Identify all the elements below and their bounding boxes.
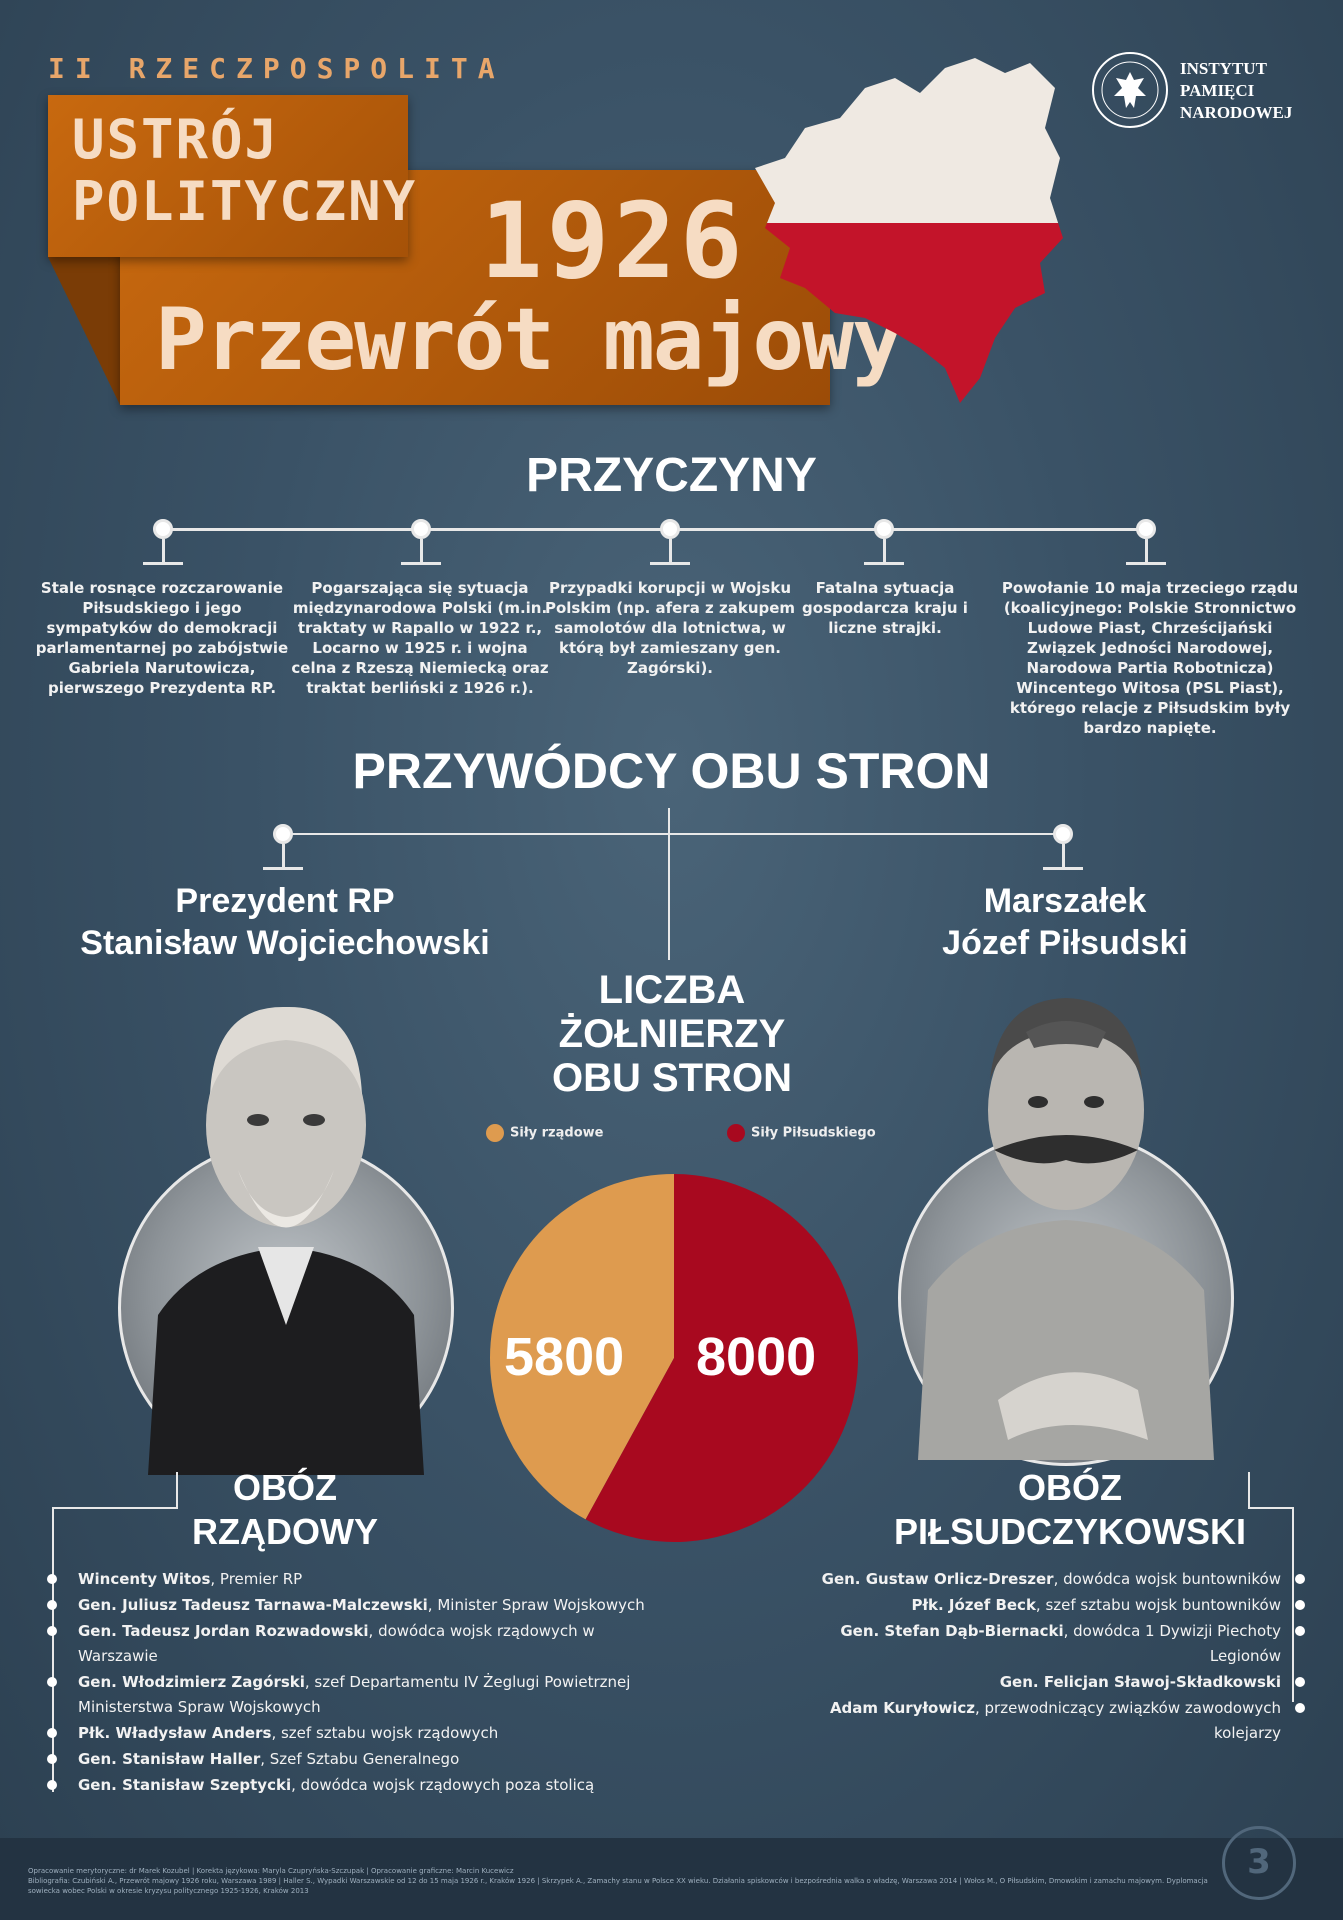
member-role: , przewodniczący związków zawodowych kolejarzy — [974, 1699, 1281, 1742]
leaders-connector — [283, 833, 1063, 835]
timeline-node — [660, 519, 680, 539]
legend-swatch-pilsudski — [727, 1124, 745, 1142]
member-role: , Premier RP — [210, 1570, 303, 1588]
timeline-stem — [162, 539, 165, 563]
list-bullet — [47, 1677, 57, 1687]
pilsudski-camp-title-line1: OBÓZ — [1018, 1467, 1122, 1508]
pie-value-government: 5800 — [504, 1327, 625, 1387]
pilsudski-photo — [898, 970, 1234, 1460]
pilsudski-camp-title — [880, 1466, 1260, 1554]
series-label: II RZECZPOSPOLITA — [48, 52, 505, 85]
member-role: , dowódca wojsk buntowników — [1053, 1570, 1281, 1588]
member-name: Adam Kuryłowicz — [829, 1699, 975, 1717]
list-bullet — [47, 1780, 57, 1790]
cause-item-4: Fatalna sytuacja gospodarcza kraju i liczne strajki. — [802, 579, 968, 637]
pilsudski-members-list — [780, 1567, 1305, 1747]
government-bracket-top — [176, 1472, 178, 1508]
timeline-stem — [883, 539, 886, 563]
leader-left-title: Prezydent RP — [175, 882, 395, 920]
soldiers-title-line2: ŻOŁNIERZY — [558, 1012, 786, 1056]
soldiers-title-line3: OBU STRON — [552, 1056, 792, 1100]
leaders-heading: PRZYWÓDCY OBU STRON — [352, 743, 991, 799]
legend-swatch-government — [486, 1124, 504, 1142]
timeline-stem — [669, 539, 672, 563]
topic-line1: USTRÓJ — [72, 108, 280, 171]
camp-member — [40, 1721, 660, 1746]
list-bullet — [47, 1754, 57, 1764]
government-members-list — [40, 1567, 660, 1799]
leader-right-name — [860, 880, 1270, 964]
member-role: , szef sztabu wojsk buntowników — [1035, 1596, 1281, 1614]
camp-member — [780, 1696, 1305, 1746]
list-bullet — [47, 1600, 57, 1610]
leader-right-person: Józef Piłsudski — [942, 924, 1188, 962]
leader-left-name — [20, 880, 550, 964]
timeline-foot — [864, 562, 904, 565]
timeline-node — [411, 519, 431, 539]
legend-item-government — [486, 1124, 603, 1142]
event-title: Przewrót majowy — [155, 290, 902, 390]
member-role: , dowódca wojsk rządowych w Warszawie — [78, 1622, 595, 1665]
leader-left-person: Stanisław Wojciechowski — [80, 924, 490, 962]
timeline-stem — [420, 539, 423, 563]
banner-shadow — [48, 257, 120, 405]
legend-item-pilsudski — [727, 1124, 876, 1142]
member-name: Płk. Władysław Anders — [78, 1724, 272, 1742]
member-role: , szef Departamentu IV Żeglugi Powietrznej Ministerstwa Spraw Wojskowych — [78, 1673, 631, 1716]
institution-name — [1180, 58, 1292, 124]
pilsudski-bracket-h — [1248, 1507, 1294, 1509]
list-bullet — [47, 1574, 57, 1584]
page-number: 3 — [1222, 1826, 1296, 1900]
member-role: , szef sztabu wojsk rządowych — [271, 1724, 499, 1742]
timeline-stem — [1145, 539, 1148, 563]
camp-member — [780, 1593, 1305, 1618]
timeline-foot — [650, 562, 690, 565]
member-role: , Minister Spraw Wojskowych — [427, 1596, 645, 1614]
soldiers-heading — [472, 968, 872, 1100]
footer-credits: Opracowanie merytoryczne: dr Marek Kozubel | Korekta językowa: Maryla Czupryńska-Szczupak | Opracowanie graficzne: Marcin Kucewicz — [28, 1867, 514, 1875]
list-bullet — [1295, 1574, 1305, 1584]
member-name: Gen. Juliusz Tadeusz Tarnawa-Malczewski — [78, 1596, 428, 1614]
list-bullet — [1295, 1703, 1305, 1713]
pilsudski-bracket-top — [1248, 1472, 1250, 1508]
camp-member — [40, 1567, 660, 1592]
leader-stem — [282, 844, 285, 868]
camp-member — [40, 1593, 660, 1618]
cause-item-3: Przypadki korupcji w Wojsku Polskim (np. afera z zakupem samolotów dla lotnictwa, w którą był zamieszany gen. Zagórski). — [544, 579, 796, 677]
member-name: Gen. Felicjan Sławoj-Składkowski — [999, 1673, 1281, 1691]
member-name: Wincenty Witos — [78, 1570, 211, 1588]
member-role: , Szef Sztabu Generalnego — [260, 1750, 460, 1768]
government-bracket-h — [52, 1507, 178, 1509]
member-name: Gen. Włodzimierz Zagórski — [78, 1673, 305, 1691]
leader-node — [1053, 824, 1073, 844]
member-name: Płk. Józef Beck — [911, 1596, 1036, 1614]
member-name: Gen. Gustaw Orlicz-Dreszer — [821, 1570, 1054, 1588]
leader-foot — [263, 867, 303, 870]
legend-label-government: Siły rządowe — [510, 1125, 604, 1141]
camp-member — [40, 1670, 660, 1720]
government-camp-title-line2: RZĄDOWY — [192, 1511, 378, 1552]
pie-value-pilsudski: 8000 — [696, 1327, 817, 1387]
leaders-center-line — [668, 808, 670, 960]
camp-member — [780, 1619, 1305, 1669]
timeline-node — [874, 519, 894, 539]
causes-timeline — [163, 528, 1146, 531]
timeline-foot — [401, 562, 441, 565]
member-role: , dowódca wojsk rządowych poza stolicą — [291, 1776, 595, 1794]
ipn-eagle-seal-icon — [1090, 50, 1170, 130]
member-name: Gen. Stefan Dąb-Biernacki — [840, 1622, 1064, 1640]
wojciechowski-photo — [118, 985, 454, 1475]
event-year: 1926 — [480, 180, 747, 302]
camp-member — [40, 1619, 660, 1669]
government-camp-title — [150, 1466, 420, 1554]
timeline-node — [1136, 519, 1156, 539]
pilsudski-camp-title-line2: PIŁSUDCZYKOWSKI — [893, 1511, 1246, 1552]
list-bullet — [1295, 1600, 1305, 1610]
institution-line2: PAMIĘCI — [1180, 81, 1255, 100]
footer-bibliography: Bibliografia: Czubiński A., Przewrót majowy 1926 roku, Warszawa 1989 | Haller S., Wypadki Warszawskie od 12 do 15 maja 1926 r., Kraków 1926 | Skrzypek A., Zamachy stanu w Polsce XX wieku. Działania spiskowców i bezpośrednia walka o władzę, Warszawa 2014 | Wołos M., O Piłsudskim, Dmowskim i zamachu majowym. Dyplomacja sowiecka wobec Polski w okresie kryzysu politycznego 1925-1926, Kraków 2013 — [28, 1877, 1208, 1895]
timeline-foot — [143, 562, 183, 565]
institution-line3: NARODOWEJ — [1180, 103, 1293, 122]
member-name: Gen. Stanisław Haller — [78, 1750, 261, 1768]
poland-flag-map — [745, 48, 1075, 408]
member-name: Gen. Stanisław Szeptycki — [78, 1776, 292, 1794]
leader-foot — [1043, 867, 1083, 870]
list-bullet — [1295, 1626, 1305, 1636]
list-bullet — [47, 1626, 57, 1636]
legend-label-pilsudski: Siły Piłsudskiego — [751, 1125, 876, 1141]
camp-member — [780, 1670, 1305, 1695]
causes-heading: PRZYCZYNY — [526, 449, 817, 502]
list-bullet — [1295, 1677, 1305, 1687]
soldiers-title-line1: LICZBA — [598, 968, 746, 1012]
institution-line1: INSTYTUT — [1180, 59, 1267, 78]
member-role: , dowódca 1 Dywizji Piechoty Legionów — [1063, 1622, 1281, 1665]
camp-member — [40, 1747, 660, 1772]
cause-item-5: Powołanie 10 maja trzeciego rządu (koalicyjnego: Polskie Stronnictwo Ludowe Piast, Chrześcijański Związek Jedności Narodowej, Narodowa Partia Robotnicza) Wincentego Witosa (PSL Piast), którego relacje z Piłsudskim były bardzo napięte. — [1001, 579, 1299, 737]
timeline-foot — [1126, 562, 1166, 565]
camp-member — [40, 1773, 660, 1798]
leader-right-title: Marszałek — [983, 882, 1147, 920]
camp-member — [780, 1567, 1305, 1592]
footer-text — [28, 1866, 1208, 1896]
leader-node — [273, 824, 293, 844]
timeline-node — [153, 519, 173, 539]
topic-line2: POLITYCZNY — [72, 170, 418, 233]
topic-banner — [48, 95, 418, 257]
list-bullet — [47, 1728, 57, 1738]
cause-item-1: Stale rosnące rozczarowanie Piłsudskiego i jego sympatyków do demokracji parlamentarnej po zabójstwie Gabriela Narutowicza, pierwszego Prezydenta RP. — [35, 579, 289, 697]
leader-stem — [1062, 844, 1065, 868]
cause-item-2: Pogarszająca się sytuacja międzynarodowa Polski (m.in. traktaty w Rapallo w 1922 r., Locarno w 1925 r. i wojna celna z Rzeszą Niemiecką oraz traktat berliński z 1926 r.). — [291, 579, 549, 697]
government-camp-title-line1: OBÓZ — [233, 1467, 337, 1508]
member-name: Gen. Tadeusz Jordan Rozwadowski — [78, 1622, 369, 1640]
